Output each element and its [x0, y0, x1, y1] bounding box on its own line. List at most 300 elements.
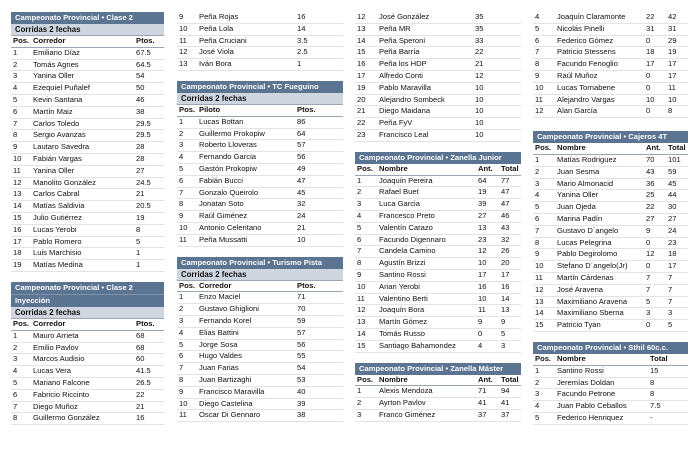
- table-row: [11, 94, 164, 106]
- table-cell: Agustín Brizzi: [377, 258, 476, 270]
- table-row: [355, 398, 521, 410]
- table-cell: 11: [177, 35, 197, 47]
- table-cell: 30: [666, 202, 688, 214]
- column-header: Ptos.: [134, 36, 164, 47]
- table-cell: 21: [295, 222, 343, 234]
- column-header: Nombre: [377, 375, 476, 386]
- table-cell: 28: [134, 142, 164, 154]
- table-cell: 50: [134, 83, 164, 95]
- table-cell: 17: [499, 269, 521, 281]
- table-cell: Gustavo D´angelo: [555, 225, 644, 237]
- table-cell: Lucas Yerobi: [31, 224, 134, 236]
- table-cell: 8: [648, 377, 688, 389]
- table-row: [177, 351, 343, 363]
- table-cell: 12: [533, 106, 555, 118]
- table-cell: 1: [134, 260, 164, 272]
- table-row: [177, 339, 343, 351]
- table-cell: 64.5: [134, 59, 164, 71]
- table-cell: 3: [499, 340, 521, 352]
- table-row: [177, 23, 343, 35]
- table-cell: Peña Barría: [377, 47, 473, 59]
- column-header: Pos.: [11, 36, 31, 47]
- table-cell: 68: [134, 330, 164, 342]
- table-cell: Yanina Oller: [31, 165, 134, 177]
- table-cell: 9: [644, 225, 666, 237]
- table-cell: 4: [476, 340, 499, 352]
- table-row: [533, 249, 688, 261]
- table-row: [533, 365, 688, 377]
- table-cell: 10: [533, 261, 555, 273]
- table-cell: Ayrton Pavlov: [377, 398, 476, 410]
- table-header-row: [533, 354, 688, 365]
- column-header: Corredor: [197, 281, 295, 292]
- table-cell: Manolito González: [31, 177, 134, 189]
- table-cell: 29.5: [134, 130, 164, 142]
- table-row: [355, 340, 521, 352]
- table-cell: 3: [355, 199, 377, 211]
- table-cell: Diego Maidana: [377, 106, 473, 118]
- table-cell: 68: [134, 342, 164, 354]
- column-header: Total: [666, 143, 688, 154]
- table-cell: Pablo Maravilla: [377, 82, 473, 94]
- table-cell: 9: [177, 386, 197, 398]
- table-cell: 5: [355, 222, 377, 234]
- table-cell: 3: [177, 315, 197, 327]
- table-cell: 3: [11, 354, 31, 366]
- table-row: [11, 366, 164, 378]
- table-cell: 47: [499, 199, 521, 211]
- table-cell: 37: [476, 409, 499, 421]
- table-cell: 10: [476, 258, 499, 270]
- table-cell: 10: [644, 94, 666, 106]
- table-cell: Peña MR: [377, 23, 473, 35]
- table-row: [177, 315, 343, 327]
- table-cell: Jonatan Soto: [197, 199, 295, 211]
- table-row: [533, 47, 688, 59]
- table-cell: 14: [11, 201, 31, 213]
- table-cell: 40: [295, 386, 343, 398]
- table-row: [177, 163, 343, 175]
- table-cell: 38: [134, 106, 164, 118]
- table-cell: 16: [476, 281, 499, 293]
- table-cell: 26: [499, 246, 521, 258]
- table-cell: 13: [499, 305, 521, 317]
- table-cell: Juan Bartizaghi: [197, 374, 295, 386]
- table-cell: 0: [476, 328, 499, 340]
- table-cell: 32: [499, 234, 521, 246]
- table-cell: 12: [473, 70, 521, 82]
- table-cell: Emilio Pavlov: [31, 342, 134, 354]
- table-cell: 22: [355, 118, 377, 130]
- table-row: [11, 201, 164, 213]
- table-cell: Federico Henriquez: [555, 412, 648, 424]
- table-row: [11, 224, 164, 236]
- table-cell: 7: [644, 272, 666, 284]
- table-cell: Lucas Bottan: [197, 116, 295, 128]
- table-row: [177, 187, 343, 199]
- table-cell: 13: [11, 189, 31, 201]
- table-cell: 14: [499, 293, 521, 305]
- standings-table: [177, 281, 343, 423]
- table-cell: 4: [177, 152, 197, 164]
- table-cell: 1: [134, 248, 164, 260]
- table-row: [533, 284, 688, 296]
- table-cell: 1: [355, 386, 377, 398]
- standings-table: [533, 354, 688, 425]
- table-cell: Luca Garcia: [377, 199, 476, 211]
- table-row: [11, 47, 164, 59]
- table-cell: Peña Mussatti: [197, 234, 295, 246]
- table-cell: Joaquín Pereira: [377, 175, 476, 187]
- table-cell: Peña los HDP: [377, 59, 473, 71]
- table-cell: 3: [533, 389, 555, 401]
- table-cell: 5: [177, 163, 197, 175]
- table-cell: Diego Muñoz: [31, 401, 134, 413]
- table-cell: 12: [177, 47, 197, 59]
- table-cell: Oscar Di Gennaro: [197, 410, 295, 422]
- table-cell: 1: [11, 330, 31, 342]
- column-header: Nombre: [555, 143, 644, 154]
- table-row: [355, 317, 521, 329]
- table-cell: 56: [295, 339, 343, 351]
- table-cell: 11: [355, 293, 377, 305]
- table-row: [355, 82, 521, 94]
- table-cell: 7: [533, 225, 555, 237]
- table-cell: 38: [295, 410, 343, 422]
- table-cell: 11: [533, 272, 555, 284]
- table-cell: 54: [295, 363, 343, 375]
- table-cell: José Viola: [197, 47, 295, 59]
- table-cell: 12: [533, 284, 555, 296]
- table-cell: Facundo Fenoglio: [555, 59, 644, 71]
- table-header-row: [177, 105, 343, 116]
- table-cell: Peña Speroni: [377, 35, 473, 47]
- table-row: [355, 35, 521, 47]
- table-cell: Arian Yerobi: [377, 281, 476, 293]
- table-cell: 59: [666, 166, 688, 178]
- block-title-line2: Inyección: [11, 294, 164, 307]
- table-cell: José González: [377, 12, 473, 23]
- table-cell: Gastón Prokopiw: [197, 163, 295, 175]
- table-cell: 13: [177, 59, 197, 71]
- table-cell: 8: [666, 106, 688, 118]
- table-cell: Emiliano Díaz: [31, 47, 134, 59]
- table-cell: 8: [11, 413, 31, 425]
- table-cell: 12: [476, 246, 499, 258]
- table-cell: 17: [11, 236, 31, 248]
- table-cell: Luis Marchisio: [31, 248, 134, 260]
- table-cell: 42: [666, 12, 688, 23]
- table-row: [355, 305, 521, 317]
- table-row: [355, 47, 521, 59]
- table-header-row: [177, 281, 343, 292]
- table-row: [355, 258, 521, 270]
- table-cell: 4: [11, 366, 31, 378]
- table-cell: Francisco Leal: [377, 129, 473, 141]
- table-cell: 4: [533, 401, 555, 413]
- table-row: [533, 23, 688, 35]
- table-cell: 19: [476, 187, 499, 199]
- table-cell: 20: [355, 94, 377, 106]
- table-cell: 5: [533, 23, 555, 35]
- table-cell: 9: [533, 249, 555, 261]
- standings-table: [11, 36, 164, 272]
- table-cell: 1: [11, 47, 31, 59]
- table-cell: 3: [11, 71, 31, 83]
- table-cell: Hugo Valdes: [197, 351, 295, 363]
- table-cell: 10: [355, 281, 377, 293]
- table-row: [355, 293, 521, 305]
- table-row: [11, 177, 164, 189]
- table-row: [355, 386, 521, 398]
- table-cell: Roberto Lloveras: [197, 140, 295, 152]
- table-cell: Valentino Berti: [377, 293, 476, 305]
- block-zanella-master: [355, 363, 521, 422]
- table-row: [177, 140, 343, 152]
- column-header: Ptos.: [295, 105, 343, 116]
- table-cell: Gonzalo Queirolo: [197, 187, 295, 199]
- table-cell: Enzo Maciel: [197, 292, 295, 304]
- table-row: [355, 187, 521, 199]
- block-clase2-inyeccion-cont: [177, 12, 343, 71]
- table-cell: 4: [11, 83, 31, 95]
- table-row: [355, 281, 521, 293]
- table-row: [355, 12, 521, 23]
- block-zanella-master-cont: [533, 12, 688, 118]
- table-row: [533, 94, 688, 106]
- table-cell: 27: [644, 213, 666, 225]
- table-cell: 64: [295, 128, 343, 140]
- table-row: [177, 128, 343, 140]
- table-cell: 101: [666, 154, 688, 166]
- table-cell: 8: [177, 374, 197, 386]
- table-row: [355, 222, 521, 234]
- table-cell: 0: [644, 35, 666, 47]
- table-row: [533, 296, 688, 308]
- table-header-row: [533, 143, 688, 154]
- table-cell: 2: [177, 128, 197, 140]
- table-row: [533, 401, 688, 413]
- table-cell: 17: [476, 269, 499, 281]
- table-cell: Martín Cárdenas: [555, 272, 644, 284]
- table-cell: Maximiliano Sberna: [555, 308, 644, 320]
- table-cell: Gustavo Ghiglioni: [197, 304, 295, 316]
- table-cell: 8: [533, 237, 555, 249]
- table-cell: 19: [355, 82, 377, 94]
- table-cell: Raúl Muñoz: [555, 70, 644, 82]
- table-cell: 13: [355, 317, 377, 329]
- table-row: [11, 165, 164, 177]
- table-cell: 27: [666, 213, 688, 225]
- table-cell: 7: [666, 272, 688, 284]
- table-cell: 7: [177, 187, 197, 199]
- table-cell: Yanina Oller: [555, 190, 644, 202]
- table-row: [355, 70, 521, 82]
- table-row: [533, 166, 688, 178]
- table-row: [11, 377, 164, 389]
- block-subtitle: Corridas 2 fechas: [11, 24, 164, 36]
- table-row: [355, 129, 521, 141]
- table-cell: 14: [295, 23, 343, 35]
- table-row: [177, 35, 343, 47]
- table-cell: 71: [295, 292, 343, 304]
- table-cell: Iván Bora: [197, 59, 295, 71]
- table-cell: Valentín Carazo: [377, 222, 476, 234]
- table-cell: Franco Giménez: [377, 409, 476, 421]
- table-cell: 19: [666, 47, 688, 59]
- table-row: [177, 327, 343, 339]
- table-cell: 10: [476, 293, 499, 305]
- table-cell: 22: [644, 202, 666, 214]
- table-row: [355, 59, 521, 71]
- table-cell: 9: [177, 211, 197, 223]
- table-cell: Fernando Korel: [197, 315, 295, 327]
- standings-table: [533, 143, 688, 332]
- table-cell: 7: [355, 246, 377, 258]
- table-cell: 23: [355, 129, 377, 141]
- table-cell: 43: [644, 166, 666, 178]
- table-cell: 25: [644, 190, 666, 202]
- table-cell: 26.5: [134, 377, 164, 389]
- block-title: Campeonato Provincial • Turismo Pista: [177, 257, 343, 269]
- table-cell: 17: [666, 261, 688, 273]
- table-row: [11, 142, 164, 154]
- table-cell: Rafael Buet: [377, 187, 476, 199]
- block-title: Campeonato Provincial • Clase 2: [11, 282, 164, 294]
- table-cell: 18: [644, 47, 666, 59]
- table-cell: Juan Pablo Ceballos: [555, 401, 648, 413]
- table-cell: 15: [355, 340, 377, 352]
- table-cell: Lucas Pelegrina: [555, 237, 644, 249]
- table-cell: 14: [355, 328, 377, 340]
- table-header-row: [355, 164, 521, 175]
- table-cell: Diego Castelina: [197, 398, 295, 410]
- table-row: [11, 106, 164, 118]
- table-cell: 24.5: [134, 177, 164, 189]
- table-cell: Santino Rossi: [555, 365, 648, 377]
- table-cell: 4: [533, 190, 555, 202]
- table-cell: Tomás Russo: [377, 328, 476, 340]
- table-cell: 0: [644, 237, 666, 249]
- table-cell: 19: [11, 260, 31, 272]
- table-cell: 41: [476, 398, 499, 410]
- table-cell: 77: [499, 175, 521, 187]
- table-row: [533, 12, 688, 23]
- table-cell: 9: [355, 269, 377, 281]
- table-row: [11, 260, 164, 272]
- table-cell: 5: [11, 94, 31, 106]
- table-cell: Marina Padín: [555, 213, 644, 225]
- table-cell: 12: [355, 305, 377, 317]
- table-cell: 6: [11, 106, 31, 118]
- table-row: [533, 213, 688, 225]
- table-row: [11, 330, 164, 342]
- table-cell: 5: [644, 296, 666, 308]
- table-cell: 56: [295, 152, 343, 164]
- column-header: Pos.: [177, 281, 197, 292]
- table-row: [177, 410, 343, 422]
- table-cell: 5: [11, 377, 31, 389]
- block-turismo-pista: [177, 257, 343, 423]
- table-row: [533, 59, 688, 71]
- table-row: [177, 292, 343, 304]
- table-row: [11, 342, 164, 354]
- table-cell: Patricio Tyan: [555, 320, 644, 332]
- table-cell: 12: [355, 12, 377, 23]
- table-cell: 7: [11, 118, 31, 130]
- table-cell: 17: [355, 70, 377, 82]
- table-cell: Candela Camino: [377, 246, 476, 258]
- table-cell: Santino Rossi: [377, 269, 476, 281]
- table-cell: 11: [177, 234, 197, 246]
- block-sthil-60cc: [533, 342, 688, 425]
- table-row: [177, 398, 343, 410]
- table-cell: 46: [134, 94, 164, 106]
- table-cell: Juan Ojeda: [555, 202, 644, 214]
- table-cell: Fernando Garcia: [197, 152, 295, 164]
- table-row: [355, 328, 521, 340]
- table-row: [177, 152, 343, 164]
- table-cell: 43: [499, 222, 521, 234]
- table-row: [177, 363, 343, 375]
- table-cell: 9: [11, 142, 31, 154]
- block-tc-fueguino: [177, 81, 343, 247]
- table-row: [177, 47, 343, 59]
- table-cell: 6: [355, 234, 377, 246]
- table-cell: 14: [355, 35, 377, 47]
- table-row: [355, 118, 521, 130]
- table-row: [177, 234, 343, 246]
- table-cell: 16: [295, 12, 343, 23]
- table-cell: Peña Lola: [197, 23, 295, 35]
- table-row: [533, 190, 688, 202]
- table-row: [177, 116, 343, 128]
- table-cell: 15: [11, 212, 31, 224]
- table-cell: 2: [533, 166, 555, 178]
- table-cell: Joaquín Bora: [377, 305, 476, 317]
- table-cell: 16: [499, 281, 521, 293]
- table-cell: Raúl Giménez: [197, 211, 295, 223]
- table-cell: Marcos Audisio: [31, 354, 134, 366]
- table-cell: 1: [177, 116, 197, 128]
- table-cell: 2: [11, 342, 31, 354]
- table-cell: 6: [177, 175, 197, 187]
- table-cell: Lautaro Savedra: [31, 142, 134, 154]
- standings-table: [355, 164, 521, 353]
- table-cell: Antonio Celentano: [197, 222, 295, 234]
- table-row: [11, 401, 164, 413]
- table-cell: 27: [476, 210, 499, 222]
- table-row: [533, 377, 688, 389]
- table-cell: 45: [295, 187, 343, 199]
- table-cell: 71: [476, 386, 499, 398]
- table-cell: 22: [644, 12, 666, 23]
- table-cell: 0: [644, 320, 666, 332]
- table-cell: 7: [177, 363, 197, 375]
- column-header: Pos.: [355, 375, 377, 386]
- table-cell: 3: [355, 409, 377, 421]
- table-cell: Lucas Vera: [31, 366, 134, 378]
- table-cell: 10: [473, 106, 521, 118]
- table-cell: 12: [644, 249, 666, 261]
- table-cell: 59: [295, 315, 343, 327]
- table-cell: 17: [666, 59, 688, 71]
- table-cell: 8: [134, 224, 164, 236]
- block-title: Campeonato Provincial • Clase 2: [11, 12, 164, 24]
- table-cell: Alan García: [555, 106, 644, 118]
- block-cajeros-4t: [533, 131, 688, 332]
- table-cell: 1: [177, 292, 197, 304]
